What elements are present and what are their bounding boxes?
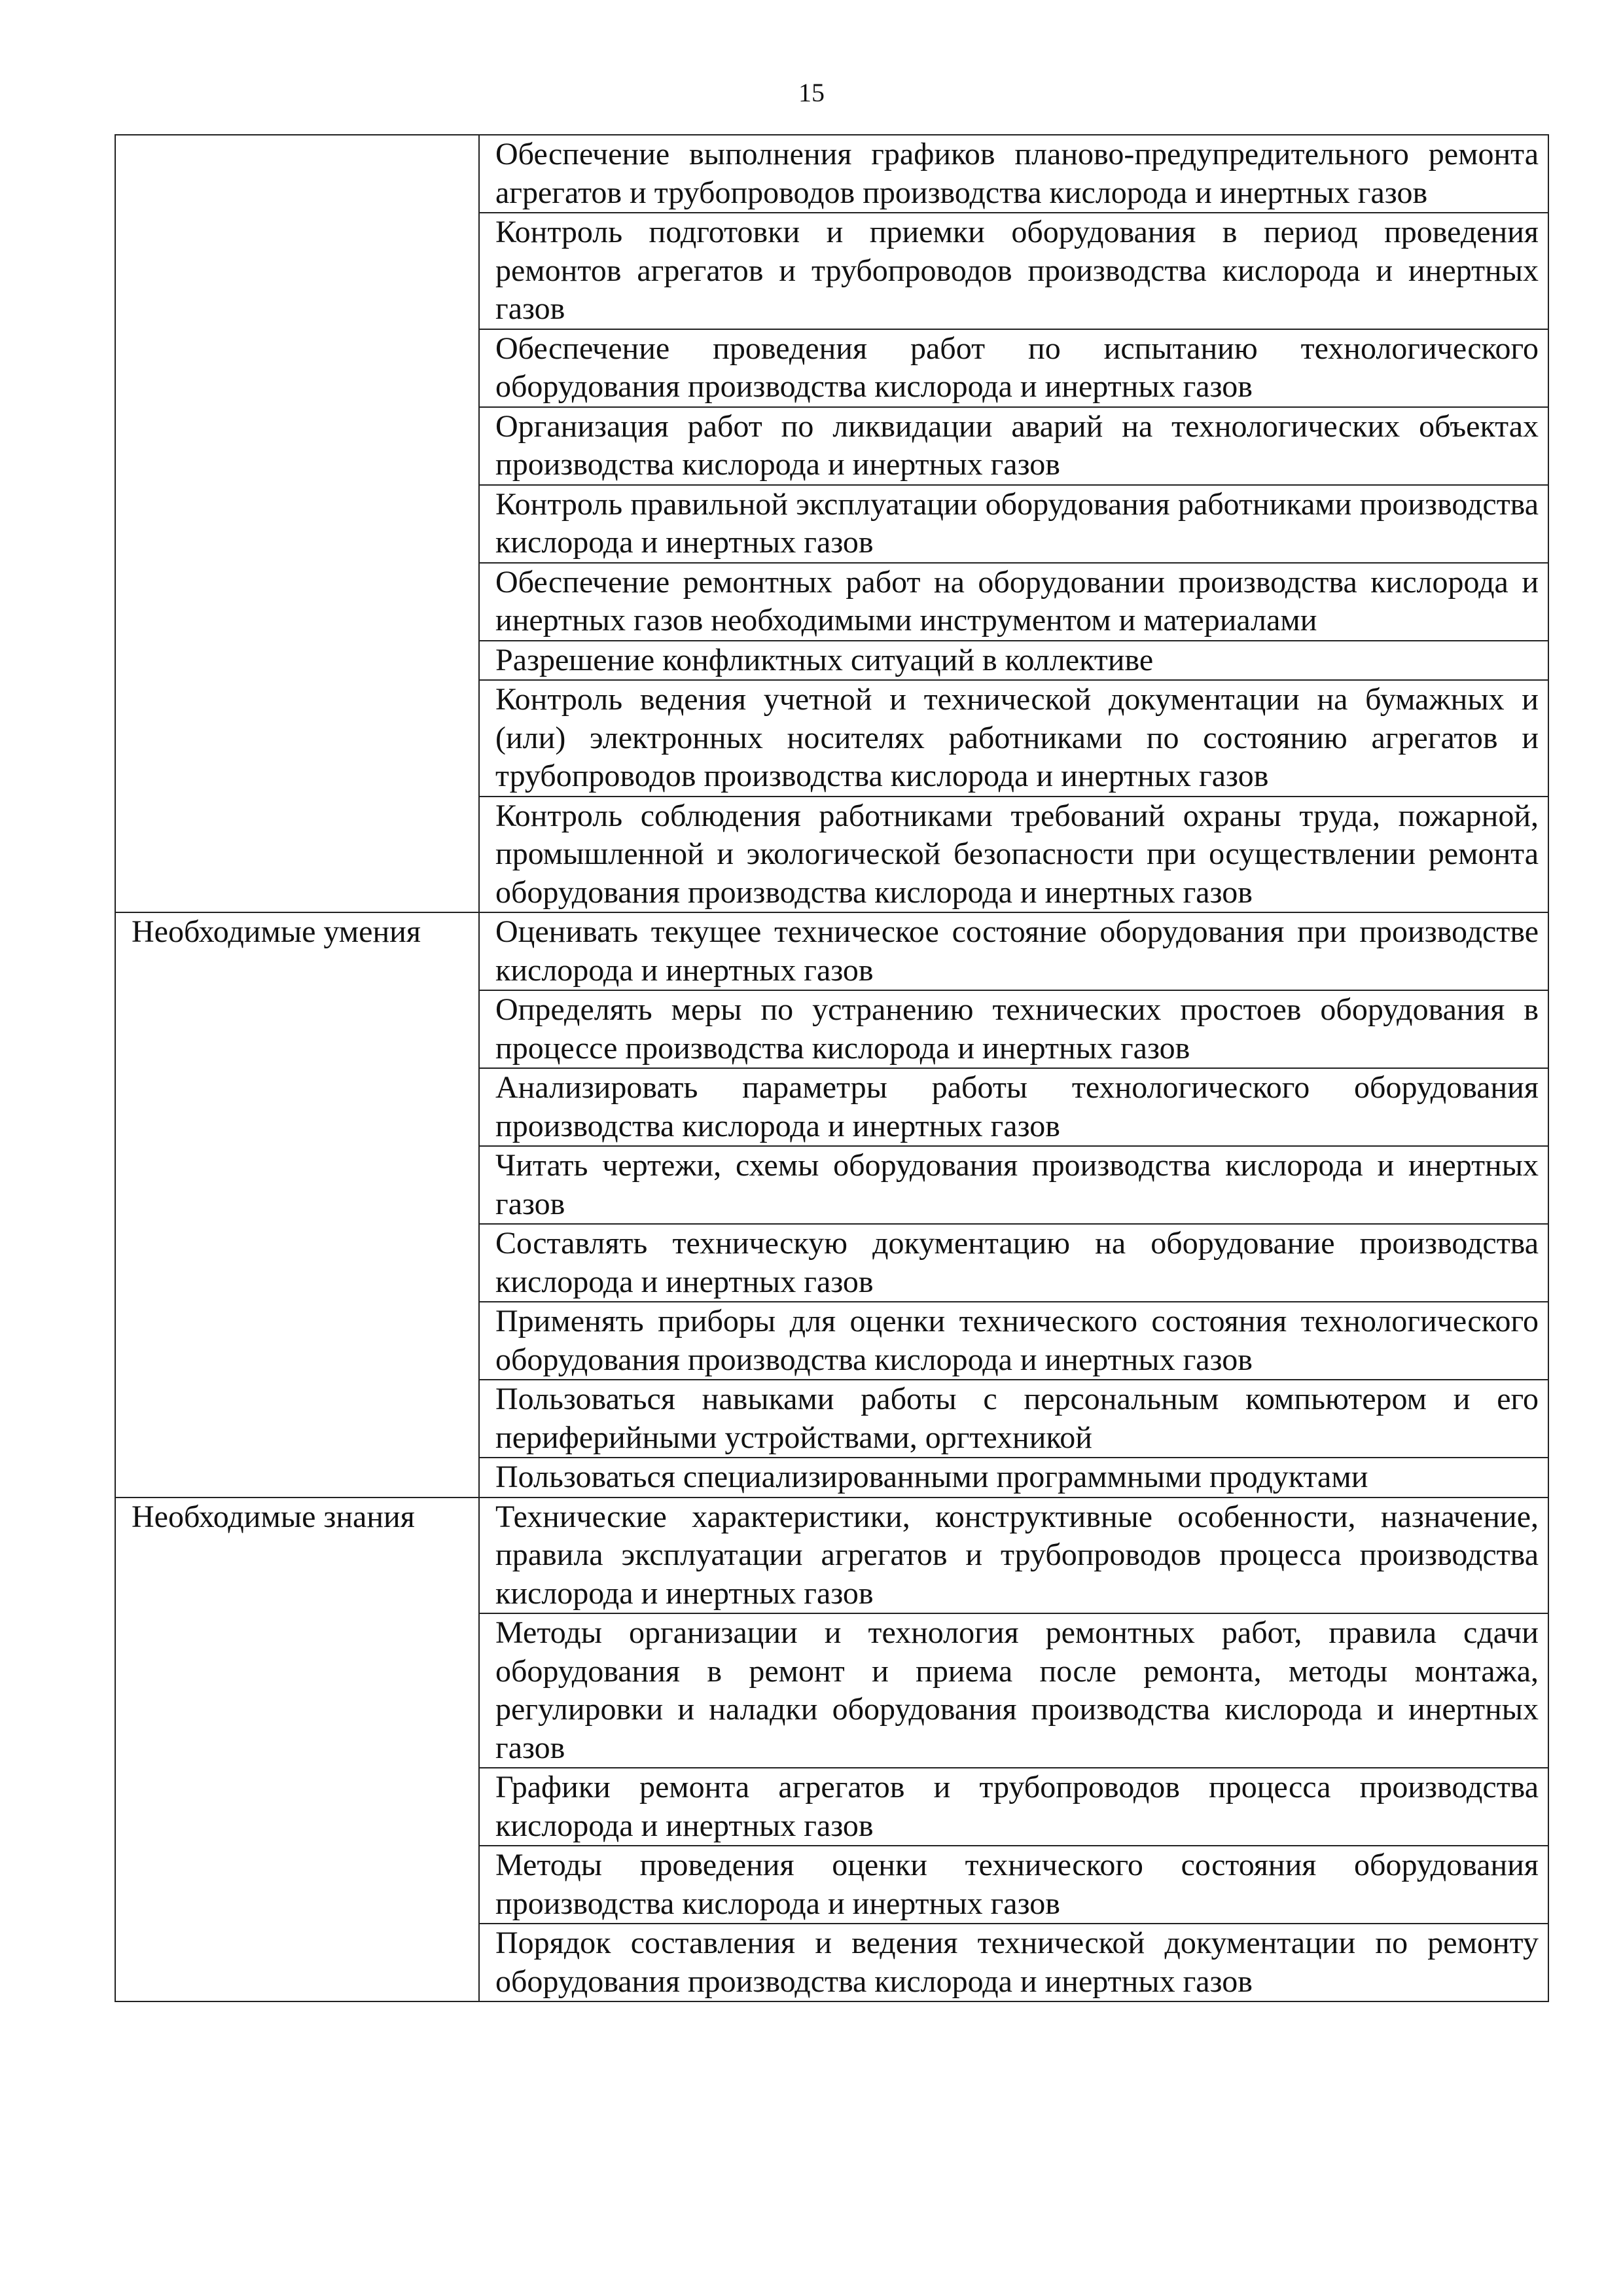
table-item-cell: Определять меры по устранению технических простоев оборудования в процессе производства кислорода и инертных газов — [479, 990, 1548, 1068]
requirements-table — [115, 134, 1549, 2002]
table-item-cell: Обеспечение выполнения графиков планово-предупредительного ремонта агрегатов и трубопроводов производства кислорода и инертных газов — [479, 135, 1548, 213]
table-row — [115, 1498, 1548, 1614]
page-number: 15 — [798, 78, 825, 107]
table-item-cell: Технические характеристики, конструктивные особенности, назначение, правила эксплуатации агрегатов и трубопроводов процесса производства кислорода и инертных газов — [479, 1498, 1548, 1614]
group-label-cell: Необходимые умения — [115, 912, 479, 1498]
table-item-cell: Читать чертежи, схемы оборудования производства кислорода и инертных газов — [479, 1146, 1548, 1224]
table-item-cell: Обеспечение ремонтных работ на оборудовании производства кислорода и инертных газов необходимыми инструментом и материалами — [479, 563, 1548, 641]
table-item-cell: Порядок составления и ведения технической документации по ремонту оборудования производства кислорода и инертных газов — [479, 1924, 1548, 2001]
table-item-cell: Пользоваться навыками работы с персональным компьютером и его периферийными устройствами, оргтехникой — [479, 1380, 1548, 1458]
table-body — [115, 135, 1548, 2001]
group-label-cell — [115, 135, 479, 912]
table-item-cell: Графики ремонта агрегатов и трубопроводов процесса производства кислорода и инертных газов — [479, 1768, 1548, 1846]
table-item-cell: Применять приборы для оценки технического состояния технологического оборудования производства кислорода и инертных газов — [479, 1302, 1548, 1380]
table-item-cell: Методы организации и технология ремонтных работ, правила сдачи оборудования в ремонт и приема после ремонта, методы монтажа, регулировки и наладки оборудования производства кислорода и инертных газов — [479, 1613, 1548, 1768]
table-item-cell: Пользоваться специализированными программными продуктами — [479, 1458, 1548, 1498]
table-item-cell: Контроль ведения учетной и технической документации на бумажных и (или) электронных носителях работниками по состоянию агрегатов и трубопроводов производства кислорода и инертных газов — [479, 680, 1548, 797]
table-item-cell: Контроль соблюдения работниками требований охраны труда, пожарной, промышленной и экологической безопасности при осуществлении ремонта оборудования производства кислорода и инертных газов — [479, 797, 1548, 913]
table-item-cell: Составлять техническую документацию на оборудование производства кислорода и инертных газов — [479, 1224, 1548, 1302]
table-row — [115, 135, 1548, 213]
table-item-cell: Оценивать текущее техническое состояние оборудования при производстве кислорода и инертных газов — [479, 912, 1548, 990]
table-item-cell: Разрешение конфликтных ситуаций в коллективе — [479, 641, 1548, 681]
table-row — [115, 912, 1548, 990]
group-label-cell: Необходимые знания — [115, 1498, 479, 2002]
table-item-cell: Контроль подготовки и приемки оборудования в период проведения ремонтов агрегатов и трубопроводов производства кислорода и инертных газов — [479, 213, 1548, 329]
table-item-cell: Анализировать параметры работы технологического оборудования производства кислорода и инертных газов — [479, 1068, 1548, 1146]
table-item-cell: Методы проведения оценки технического состояния оборудования производства кислорода и инертных газов — [479, 1846, 1548, 1924]
table-item-cell: Организация работ по ликвидации аварий на технологических объектах производства кислорода и инертных газов — [479, 407, 1548, 485]
table-item-cell: Обеспечение проведения работ по испытанию технологического оборудования производства кислорода и инертных газов — [479, 329, 1548, 407]
table-item-cell: Контроль правильной эксплуатации оборудования работниками производства кислорода и инертных газов — [479, 485, 1548, 563]
